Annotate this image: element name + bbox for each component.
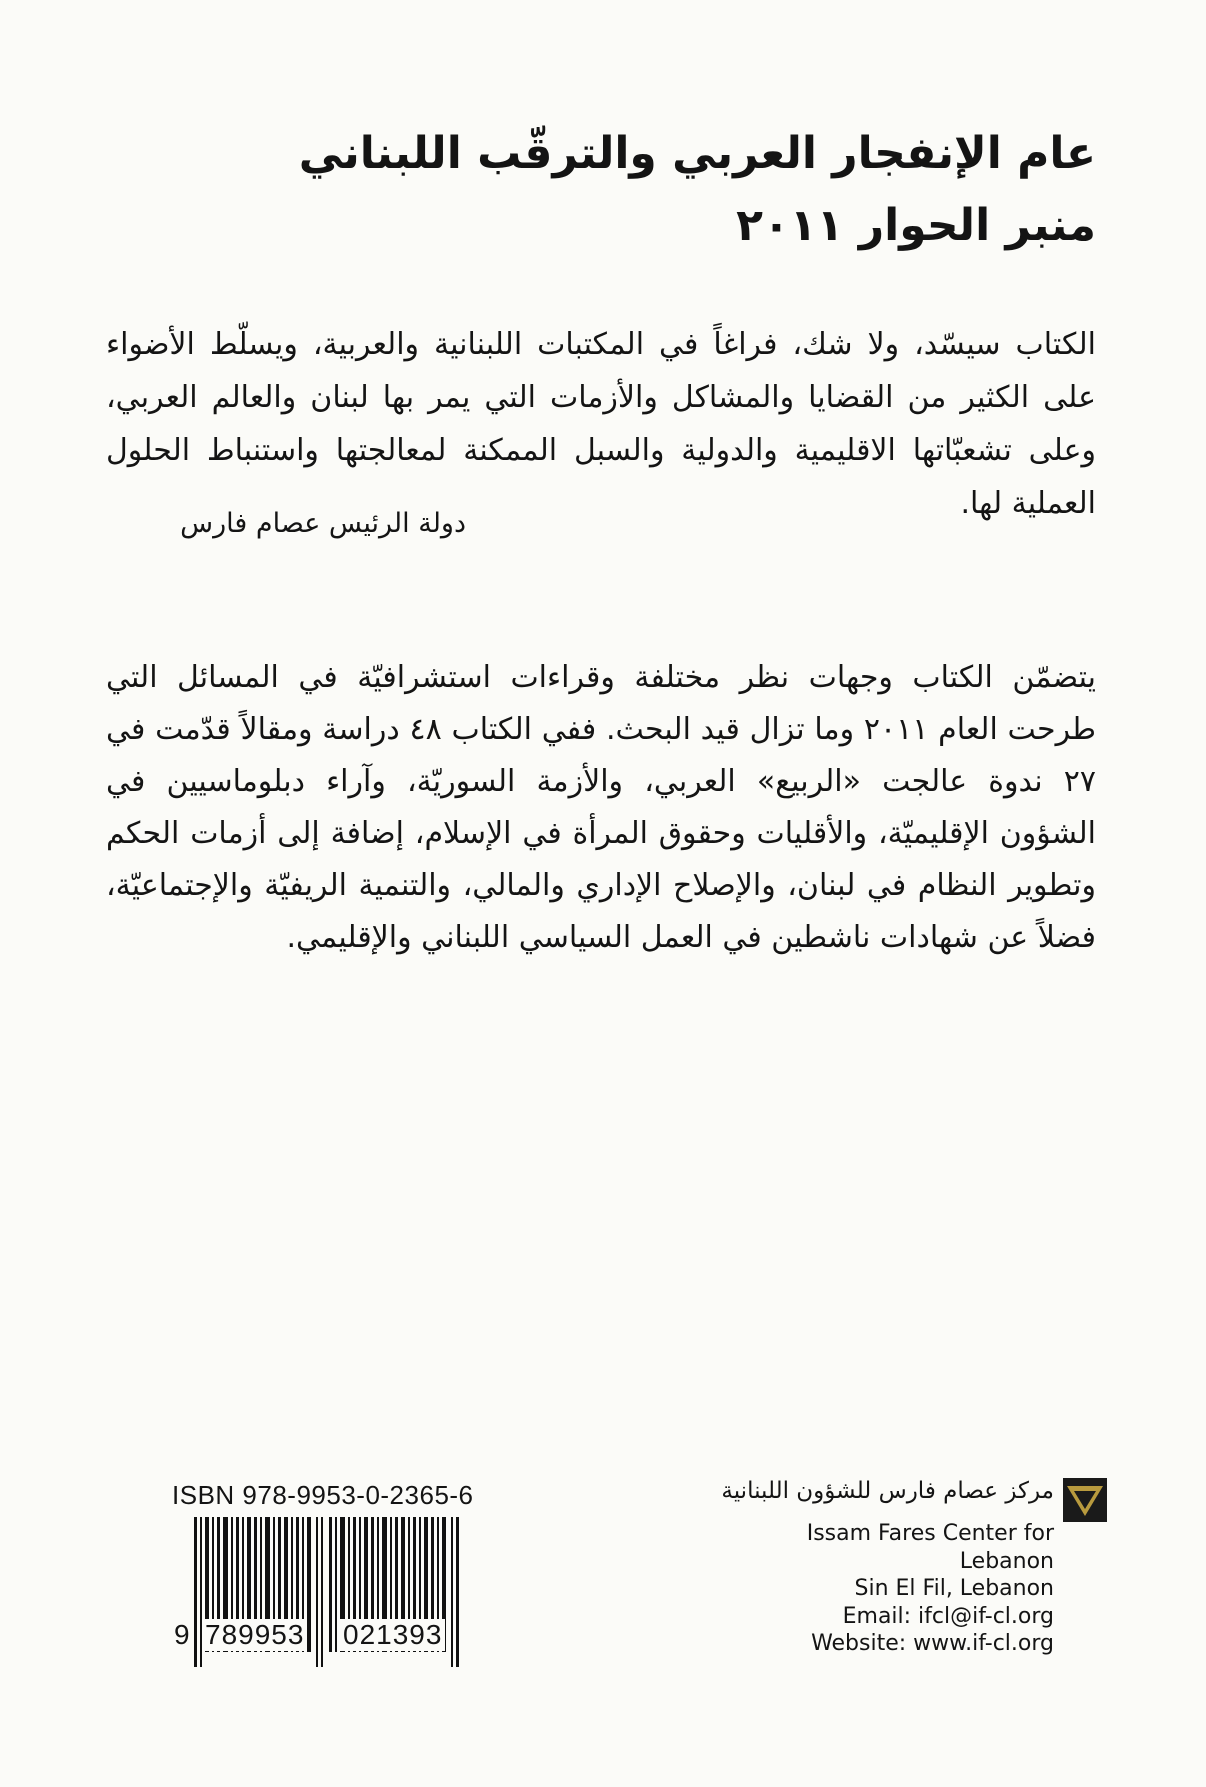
barcode-right-digits: 021393 [340, 1619, 445, 1651]
publisher-details [807, 1520, 1054, 1658]
publisher-address: Sin El Fil, Lebanon [854, 1576, 1054, 1601]
isbn-barcode-block [172, 1480, 482, 1667]
quote-author: دولة الرئيس عصام فارس [180, 508, 466, 539]
isbn-label: ISBN 978-9953-0-2365-6 [172, 1480, 474, 1510]
description-paragraph: يتضمّن الكتاب وجهات نظر مختلفة وقراءات استشرافيّة في المسائل التي طرحت العام ٢٠١١ وما تزال قيد البحث. ففي الكتاب ٤٨ دراسة ومقالاً قدّمت في ٢٧ ندوة عالجت «الربيع» العربي، والأزمة السوريّة، وآراء دبلوماسيين في الشؤون الإقليميّة، والأقليات وحقوق المرأة في الإسلام، إضافة إلى أزمات الحكم وتطوير النظام في لبنان، والإصلاح الإداري والمالي، والتنمية الريفيّة والإجتماعيّة، فضلاً عن شهادات ناشطين في العمل السياسي اللبناني والإقليمي. [106, 660, 1096, 955]
publisher-name-line1: Issam Fares Center for [806, 1521, 1054, 1546]
chevron-triangle-logo-icon [1063, 1478, 1107, 1522]
publisher-website: Website: www.if-cl.org [811, 1631, 1054, 1656]
barcode-left-digits: 789953 [202, 1619, 307, 1651]
publisher-arabic-name: مركز عصام فارس للشؤون اللبنانية [721, 1478, 1054, 1504]
book-subtitle: منبر الحوار ٢٠١١ [736, 200, 1096, 251]
publisher-name-line2: Lebanon [959, 1548, 1054, 1574]
book-title-block [196, 118, 1096, 262]
publisher-email: Email: ifcl@if-cl.org [842, 1603, 1054, 1629]
book-title: عام الإنفجار العربي والترقّب اللبناني [298, 128, 1096, 179]
barcode-lead-digit: 9 [174, 1619, 190, 1650]
quote-paragraph: الكتاب سيسّد، ولا شك، فراغاً في المكتبات اللبنانية والعربية، ويسلّط الأضواء على الكثير من القضايا والمشاكل والأزمات التي يمر بها لبنان والعالم العربي، وعلى تشعبّاتها الاقليمية والدولية والسبل الممكنة لمعالجتها واستنباط الحلول العملية لها. [106, 327, 1096, 521]
